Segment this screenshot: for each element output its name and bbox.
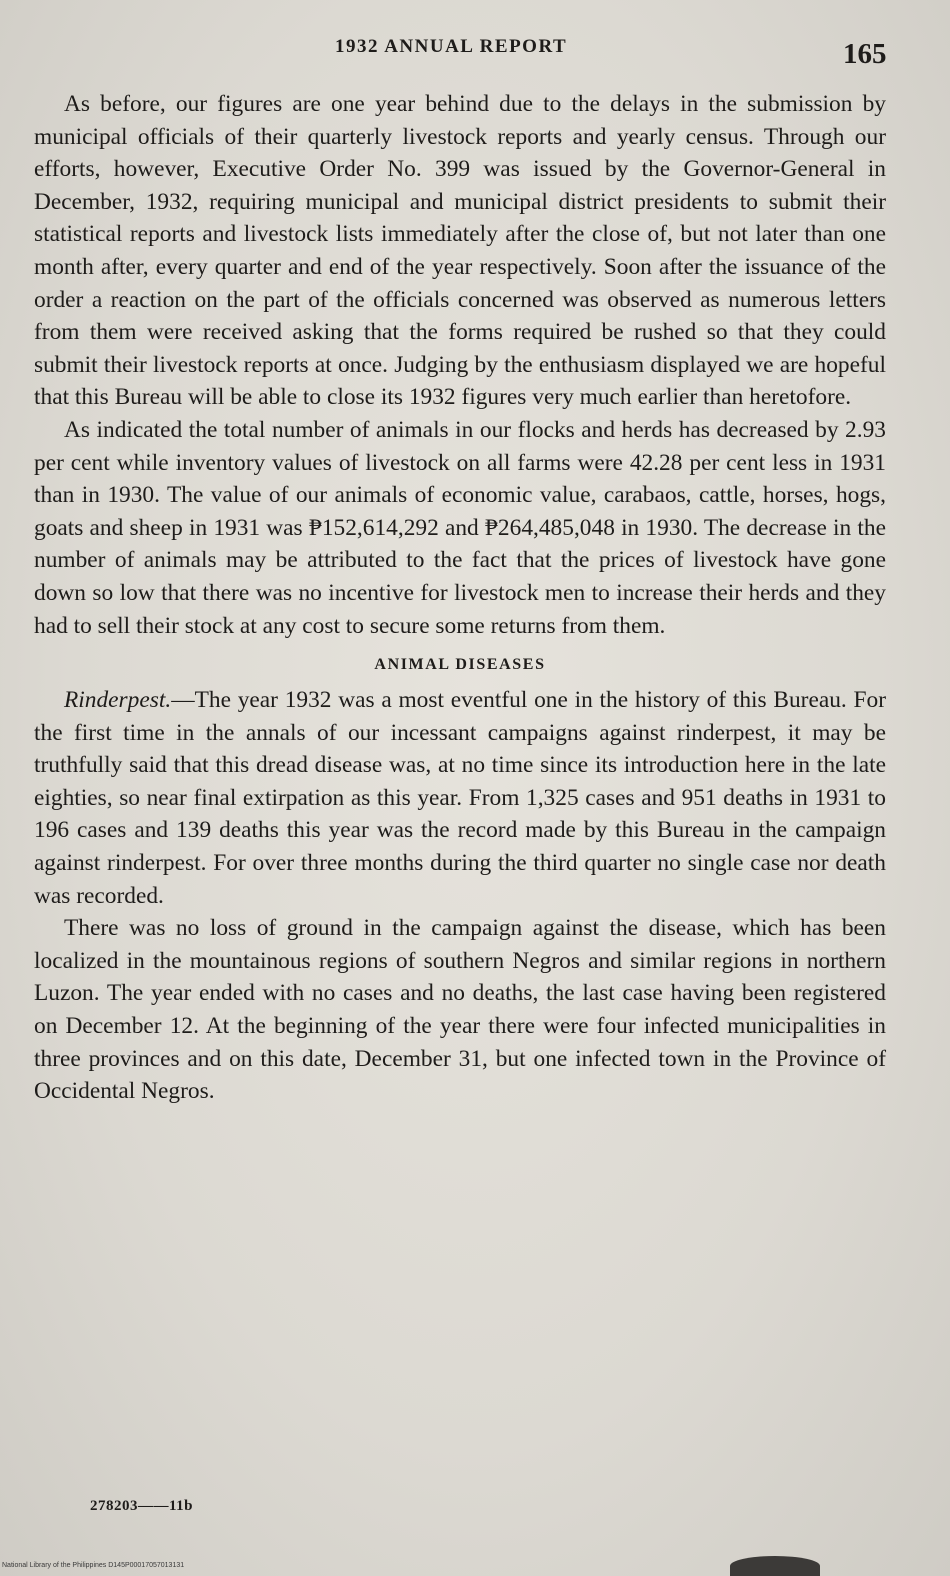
body-text — [34, 88, 886, 1108]
page-edge-shadow — [730, 1556, 820, 1576]
section-heading-animal-diseases: ANIMAL DISEASES — [374, 656, 546, 674]
signature-mark: 278203——11b — [90, 1498, 194, 1514]
scan-credit: National Library of the Philippines D145P00017057013131 — [2, 1562, 185, 1569]
rinderpest-lead: Rinderpest. — [64, 687, 172, 714]
running-title: 1932 ANNUAL REPORT — [335, 36, 568, 57]
paragraph-reporting-delays: As before, our figures are one year behind due to the delays in the submission by municipal officials of their quarterly livestock reports and yearly census. Through our efforts, however, Executive Order No. 399 was issued by the Governor-General in December, 1932, requiring municipal and municipal district presidents to submit their statistical reports and livestock lists immediately after the close of, but not later than one month after, every quarter and end of the year respectively. Soon after the issuance of the order a reaction on the part of the officials concerned was observed as numerous letters from them were received asking that the forms required be rushed so that they could submit their livestock reports at once. Judging by the enthusiasm displayed we are hopeful that this Bureau will be able to close its 1932 figures very much earlier than heretofore. — [34, 91, 886, 411]
rinderpest-text: —The year 1932 was a most eventful one in the history of this Bureau. For the first time in the annals of our incessant campaigns against rinderpest, it may be truthfully said that this dread disease was, at no time since its introduction here in the late eighties, so near final extirpation as this year. From 1,325 cases and 951 deaths in 1931 to 196 cases and 139 deaths this year was the record made by this Bureau in the campaign against rinderpest. For over three months during the third quarter no single case nor death was recorded. — [34, 687, 886, 909]
page-number: 165 — [843, 38, 887, 70]
paragraph-livestock-values: As indicated the total number of animals in our flocks and herds has decreased by 2.93 per cent while inventory values of livestock on all farms were 42.28 per cent less in 1931 than in 1930. The value of our animals of economic value, carabaos, cattle, horses, hogs, goats and sheep in 1931 was ₱152,614,292 and ₱264,485,048 in 1930. The decrease in the number of animals may be attributed to the fact that the prices of livestock have gone down so low that there was no incentive for livestock men to increase their herds and they had to sell their stock at any cost to secure some returns from them. — [34, 416, 886, 639]
paragraph-campaign-progress: There was no loss of ground in the campaign against the disease, which has been localized in the mountainous regions of southern Negros and similar regions in northern Luzon. The year ended with no cases and no deaths, the last case having been registered on December 12. At the beginning of the year there were four infected municipalities in three provinces and on this date, December 31, but one infected town in the Province of Occidental Negros. — [34, 915, 886, 1105]
paragraph-rinderpest — [34, 684, 886, 912]
